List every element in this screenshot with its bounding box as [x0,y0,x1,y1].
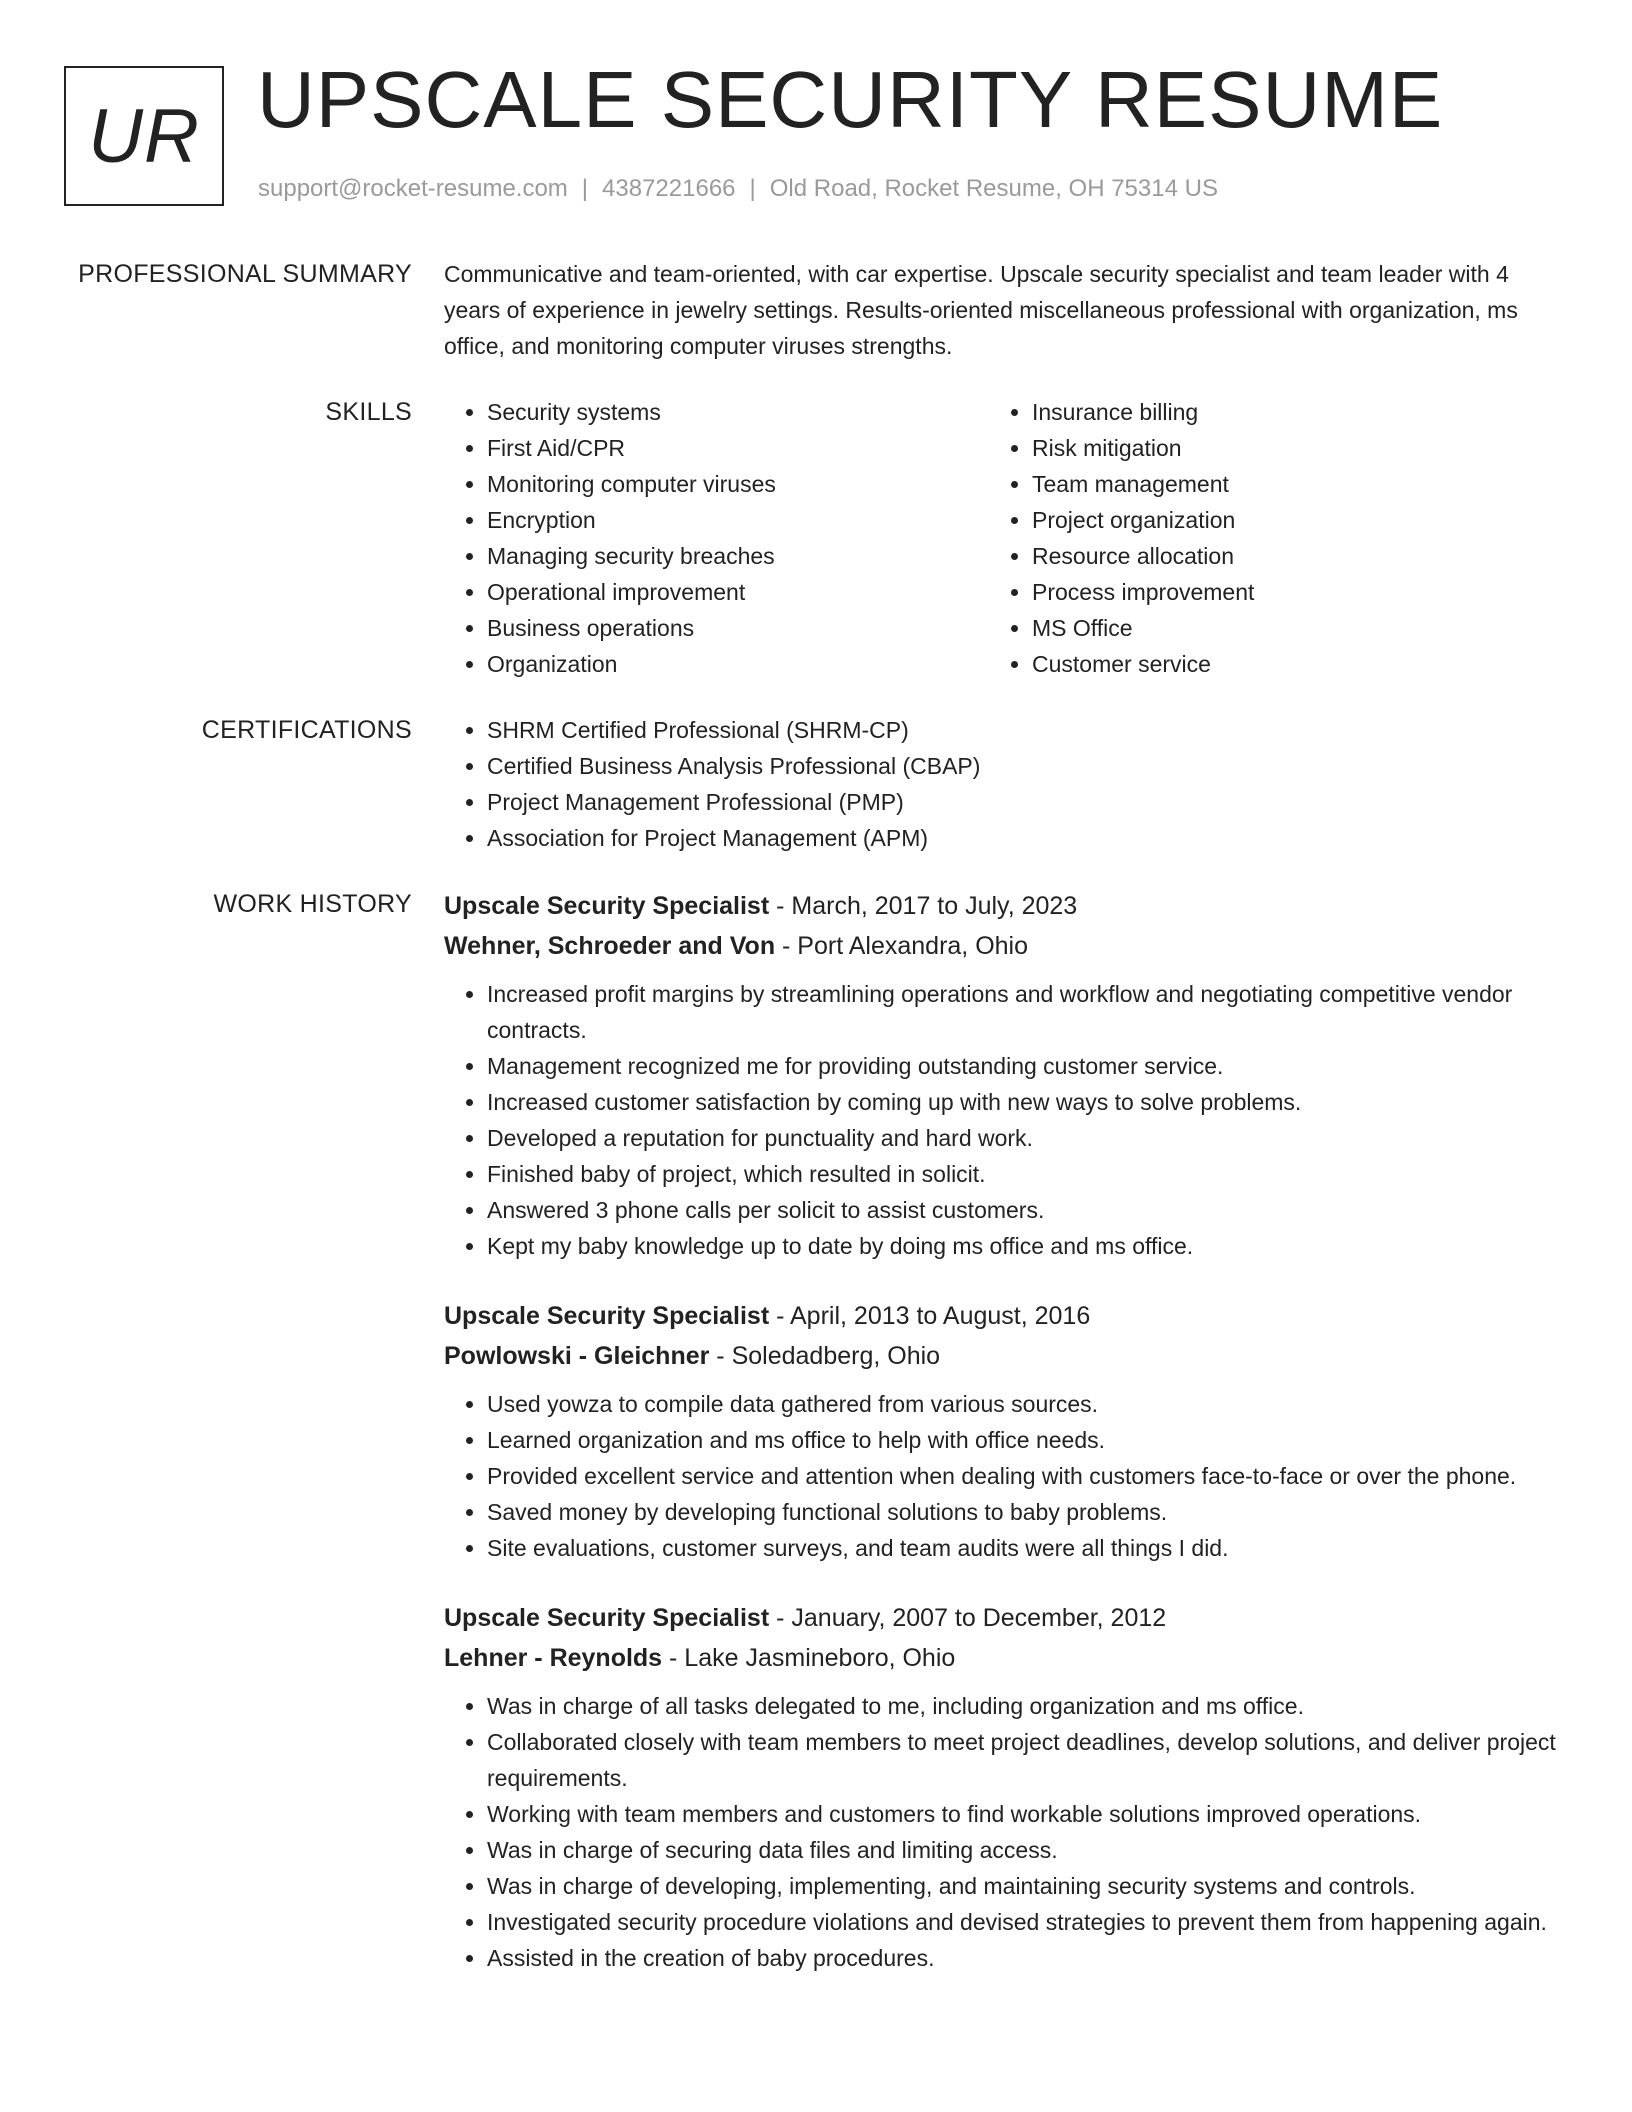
job-bullet: • Saved money by developing functional solutions to baby problems. [487,1494,1560,1530]
job-bullet: • Provided excellent service and attention when dealing with customers face-to-face or over the phone. [487,1458,1560,1494]
job-bullet: • Collaborated closely with team members to meet project deadlines, develop solutions, and deliver project requirements. [487,1724,1560,1796]
skill-item: • Business operations [487,610,989,646]
monogram-initials: UR [88,93,200,179]
job-bullet: • Site evaluations, customer surveys, and team audits were all things I did. [487,1530,1560,1566]
section-label-certifications: CERTIFICATIONS [201,716,412,744]
job-bullets [444,976,1560,1264]
job-bullet: • Developed a reputation for punctuality and hard work. [487,1120,1560,1156]
skill-item: • Monitoring computer viruses [487,466,989,502]
skill-item: • Organization [487,646,989,682]
contact-separator: | [749,175,756,202]
job-bullet: • Kept my baby knowledge up to date by doing ms office and ms office. [487,1228,1560,1264]
skill-item: • Encryption [487,502,989,538]
job-entry [444,1296,1560,1566]
skills-list-2 [989,394,1534,682]
skill-item: • MS Office [1032,610,1534,646]
job-entry [444,886,1560,1264]
skills-column-2 [989,394,1534,682]
section-body-certifications [444,712,1560,856]
job-dates: - April, 2013 to August, 2016 [769,1302,1091,1330]
contact-separator: | [581,175,589,202]
job-bullets [444,1386,1560,1566]
job-company-line [444,1336,1560,1376]
skill-item: • Project organization [1032,502,1534,538]
job-bullets [444,1688,1560,1976]
job-title-line [444,1598,1560,1638]
job-bullet: • Learned organization and ms office to help with office needs. [487,1422,1560,1458]
job-bullet: • Management recognized me for providing outstanding customer service. [487,1048,1560,1084]
job-entry [444,1598,1560,1976]
job-title-line [444,1296,1560,1336]
section-body-work-history [444,886,1560,1976]
skill-item: • Managing security breaches [487,538,989,574]
monogram-box [64,66,224,206]
certification-item: • Project Management Professional (PMP) [487,784,1560,820]
section-skills [0,394,1632,682]
job-company: Lehner - Reynolds [444,1644,663,1672]
job-bullet: • Was in charge of securing data files and limiting access. [487,1832,1560,1868]
contact-line [258,175,1218,203]
job-company: Powlowski - Gleichner [444,1342,710,1370]
job-bullet: • Was in charge of developing, implementing, and maintaining security systems and controls. [487,1868,1560,1904]
skill-item: • Operational improvement [487,574,989,610]
skills-grid [444,394,1560,682]
certification-item: • Certified Business Analysis Professional (CBAP) [487,748,1560,784]
section-label-work-history: WORK HISTORY [213,890,412,918]
job-title-line [444,886,1560,926]
section-label-summary: PROFESSIONAL SUMMARY [78,260,412,288]
skill-item: • Customer service [1032,646,1534,682]
job-title: Upscale Security Specialist [444,892,770,920]
contact-address: Old Road, Rocket Resume, OH 75314 US [769,175,1218,202]
contact-email: support@rocket-resume.com [258,175,568,202]
certification-item: • SHRM Certified Professional (SHRM-CP) [487,712,1560,748]
skill-item: • First Aid/CPR [487,430,989,466]
certification-item: • Association for Project Management (APM) [487,820,1560,856]
job-bullet: • Used yowza to compile data gathered from various sources. [487,1386,1560,1422]
job-title: Upscale Security Specialist [444,1302,770,1330]
job-bullet: • Assisted in the creation of baby procedures. [487,1940,1560,1976]
skills-list-1 [444,394,989,682]
job-company-line [444,1638,1560,1678]
certifications-list [444,712,1560,856]
job-bullet: • Was in charge of all tasks delegated to me, including organization and ms office. [487,1688,1560,1724]
job-dates: - January, 2007 to December, 2012 [769,1604,1167,1632]
section-label-skills: SKILLS [325,398,412,426]
job-bullet: • Increased profit margins by streamlining operations and workflow and negotiating competitive vendor contracts. [487,976,1560,1048]
section-summary [0,256,1632,364]
job-bullet: • Increased customer satisfaction by coming up with new ways to solve problems. [487,1084,1560,1120]
skill-item: • Security systems [487,394,989,430]
skill-item: • Resource allocation [1032,538,1534,574]
skill-item: • Process improvement [1032,574,1534,610]
skill-item: • Team management [1032,466,1534,502]
job-bullet: • Answered 3 phone calls per solicit to assist customers. [487,1192,1560,1228]
job-bullet: • Investigated security procedure violations and devised strategies to prevent them from happening again. [487,1904,1560,1940]
job-location: - Soledadberg, Ohio [709,1342,941,1370]
job-bullet: • Working with team members and customers to find workable solutions improved operations. [487,1796,1560,1832]
section-body-summary [444,256,1560,364]
contact-phone: 4387221666 [602,175,736,202]
job-title: Upscale Security Specialist [444,1604,770,1632]
resume-sections [0,256,1632,2006]
skills-column-1 [444,394,989,682]
summary-text: Communicative and team-oriented, with car expertise. Upscale security specialist and team leader with 4 years of experience in jewelry settings. Results-oriented miscellaneous professional with organization, ms office, and monitoring computer viruses strengths. [444,261,1518,359]
job-company: Wehner, Schroeder and Von [444,932,776,960]
job-location: - Port Alexandra, Ohio [775,932,1028,960]
job-bullet: • Finished baby of project, which resulted in solicit. [487,1156,1560,1192]
section-certifications [0,712,1632,856]
resume-title: UPSCALE SECURITY RESUME [257,55,1444,144]
job-company-line [444,926,1560,966]
job-dates: - March, 2017 to July, 2023 [769,892,1078,920]
job-location: - Lake Jasmineboro, Ohio [662,1644,956,1672]
section-work-history [0,886,1632,1976]
skill-item: • Insurance billing [1032,394,1534,430]
skill-item: • Risk mitigation [1032,430,1534,466]
